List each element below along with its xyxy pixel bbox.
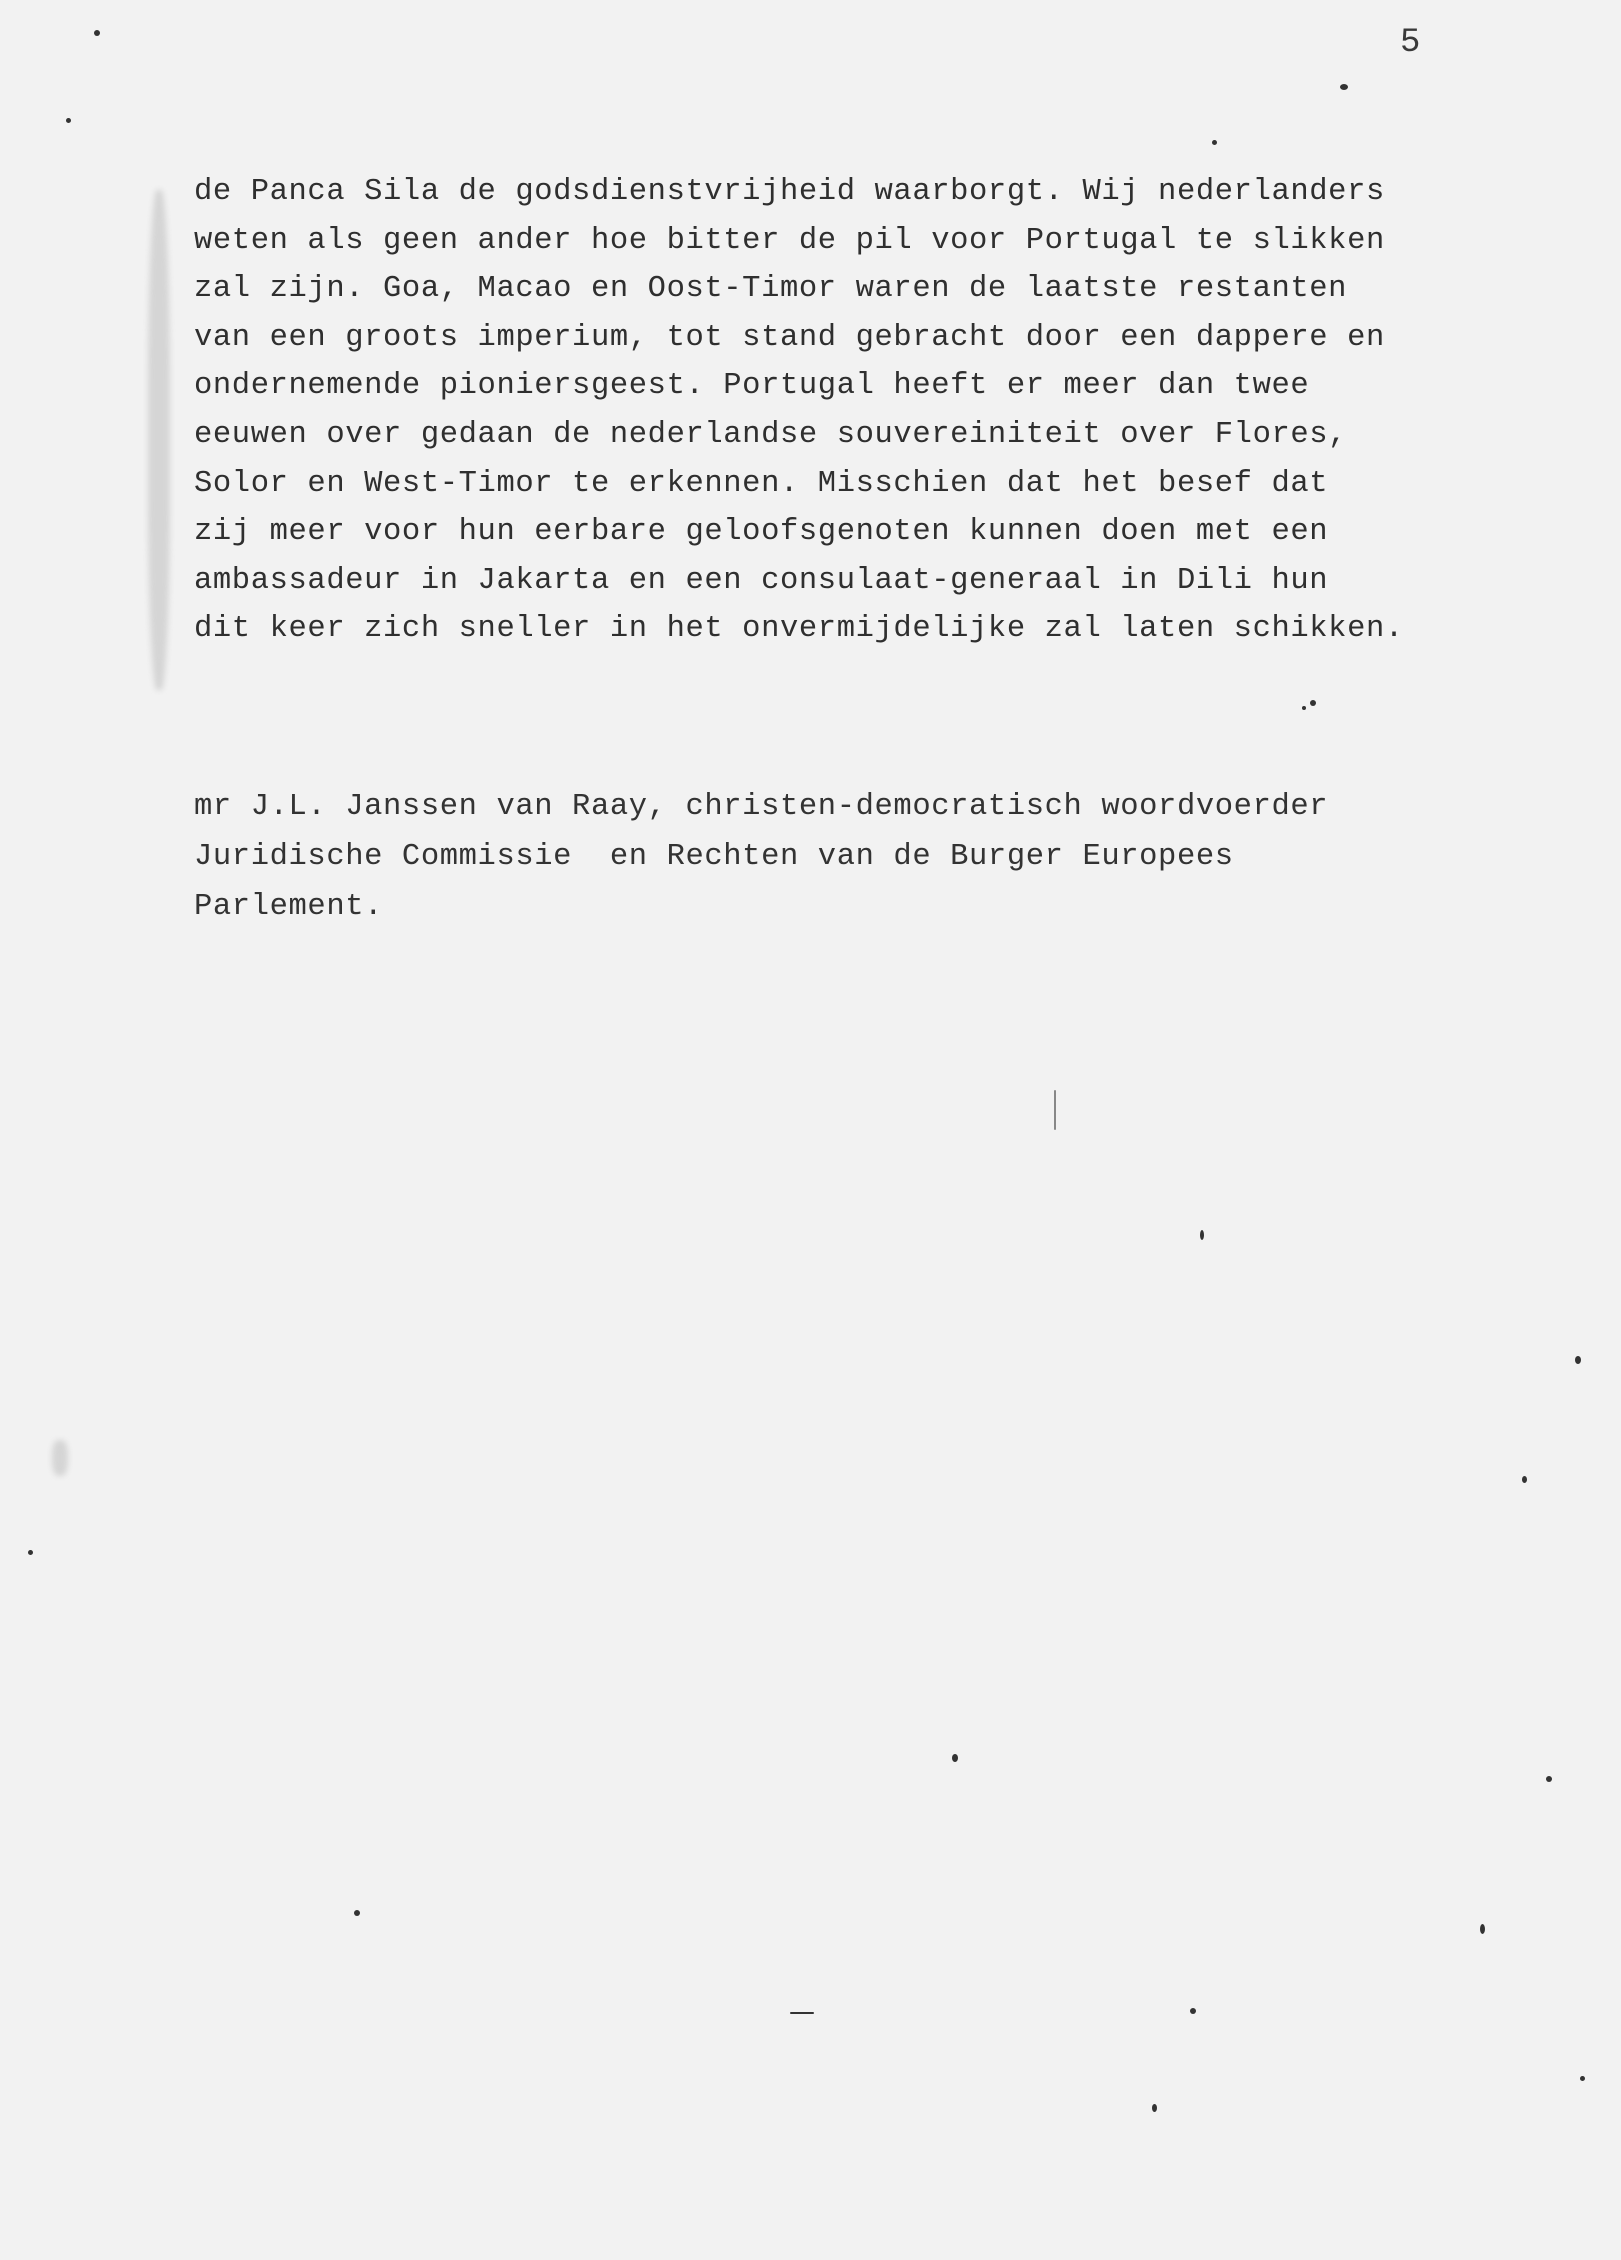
text-line: weten als geen ander hoe bitter de pil voor Portugal te slikken xyxy=(194,223,1385,258)
scan-speck xyxy=(94,30,100,36)
scan-speck xyxy=(66,118,71,123)
text-line: zal zijn. Goa, Macao en Oost-Timor waren de laatste restanten xyxy=(194,272,1348,307)
scan-speck xyxy=(952,1754,958,1762)
scan-speck xyxy=(1302,706,1306,710)
signature-line: mr J.L. Janssen van Raay, christen-democratisch woordvoerder xyxy=(194,790,1329,824)
scan-speck xyxy=(1480,1924,1485,1934)
body-paragraph xyxy=(194,168,1494,654)
scan-speck xyxy=(1580,2076,1585,2081)
text-line: van een groots imperium, tot stand gebracht door een dappere en xyxy=(194,320,1385,355)
signature-line: Parlement. xyxy=(194,890,384,924)
scan-speck xyxy=(1200,1230,1204,1240)
text-line: eeuwen over gedaan de nederlandse souvereiniteit over Flores, xyxy=(194,417,1348,452)
scan-smudge xyxy=(148,190,170,690)
scan-speck xyxy=(790,2012,814,2014)
scan-speck xyxy=(1546,1776,1552,1782)
text-line: Solor en West-Timor te erkennen. Misschien dat het besef dat xyxy=(194,466,1329,501)
scan-speck xyxy=(354,1910,360,1916)
scan-speck xyxy=(1190,2008,1196,2014)
scan-speck xyxy=(28,1550,33,1555)
page-number: 5 xyxy=(1400,24,1421,62)
scan-speck xyxy=(1054,1090,1056,1130)
scan-speck xyxy=(1522,1476,1527,1483)
text-line: zij meer voor hun eerbare geloofsgenoten kunnen doen met een xyxy=(194,515,1329,550)
scan-speck xyxy=(1575,1356,1581,1364)
scan-speck xyxy=(1212,140,1217,145)
signature-line: Juridische Commissie en Rechten van de Burger Europees xyxy=(194,840,1234,874)
text-line: ondernemende pioniersgeest. Portugal heeft er meer dan twee xyxy=(194,369,1310,404)
scan-speck xyxy=(1152,2104,1157,2112)
text-line: ambassadeur in Jakarta en een consulaat-generaal in Dili hun xyxy=(194,563,1329,598)
text-line: dit keer zich sneller in het onvermijdelijke zal laten schikken. xyxy=(194,612,1404,647)
text-line: de Panca Sila de godsdienstvrijheid waarborgt. Wij nederlanders xyxy=(194,175,1385,209)
scan-smudge xyxy=(52,1440,68,1476)
scan-speck xyxy=(1340,84,1348,90)
scan-speck xyxy=(1310,700,1316,706)
author-signature-block xyxy=(194,782,1494,932)
